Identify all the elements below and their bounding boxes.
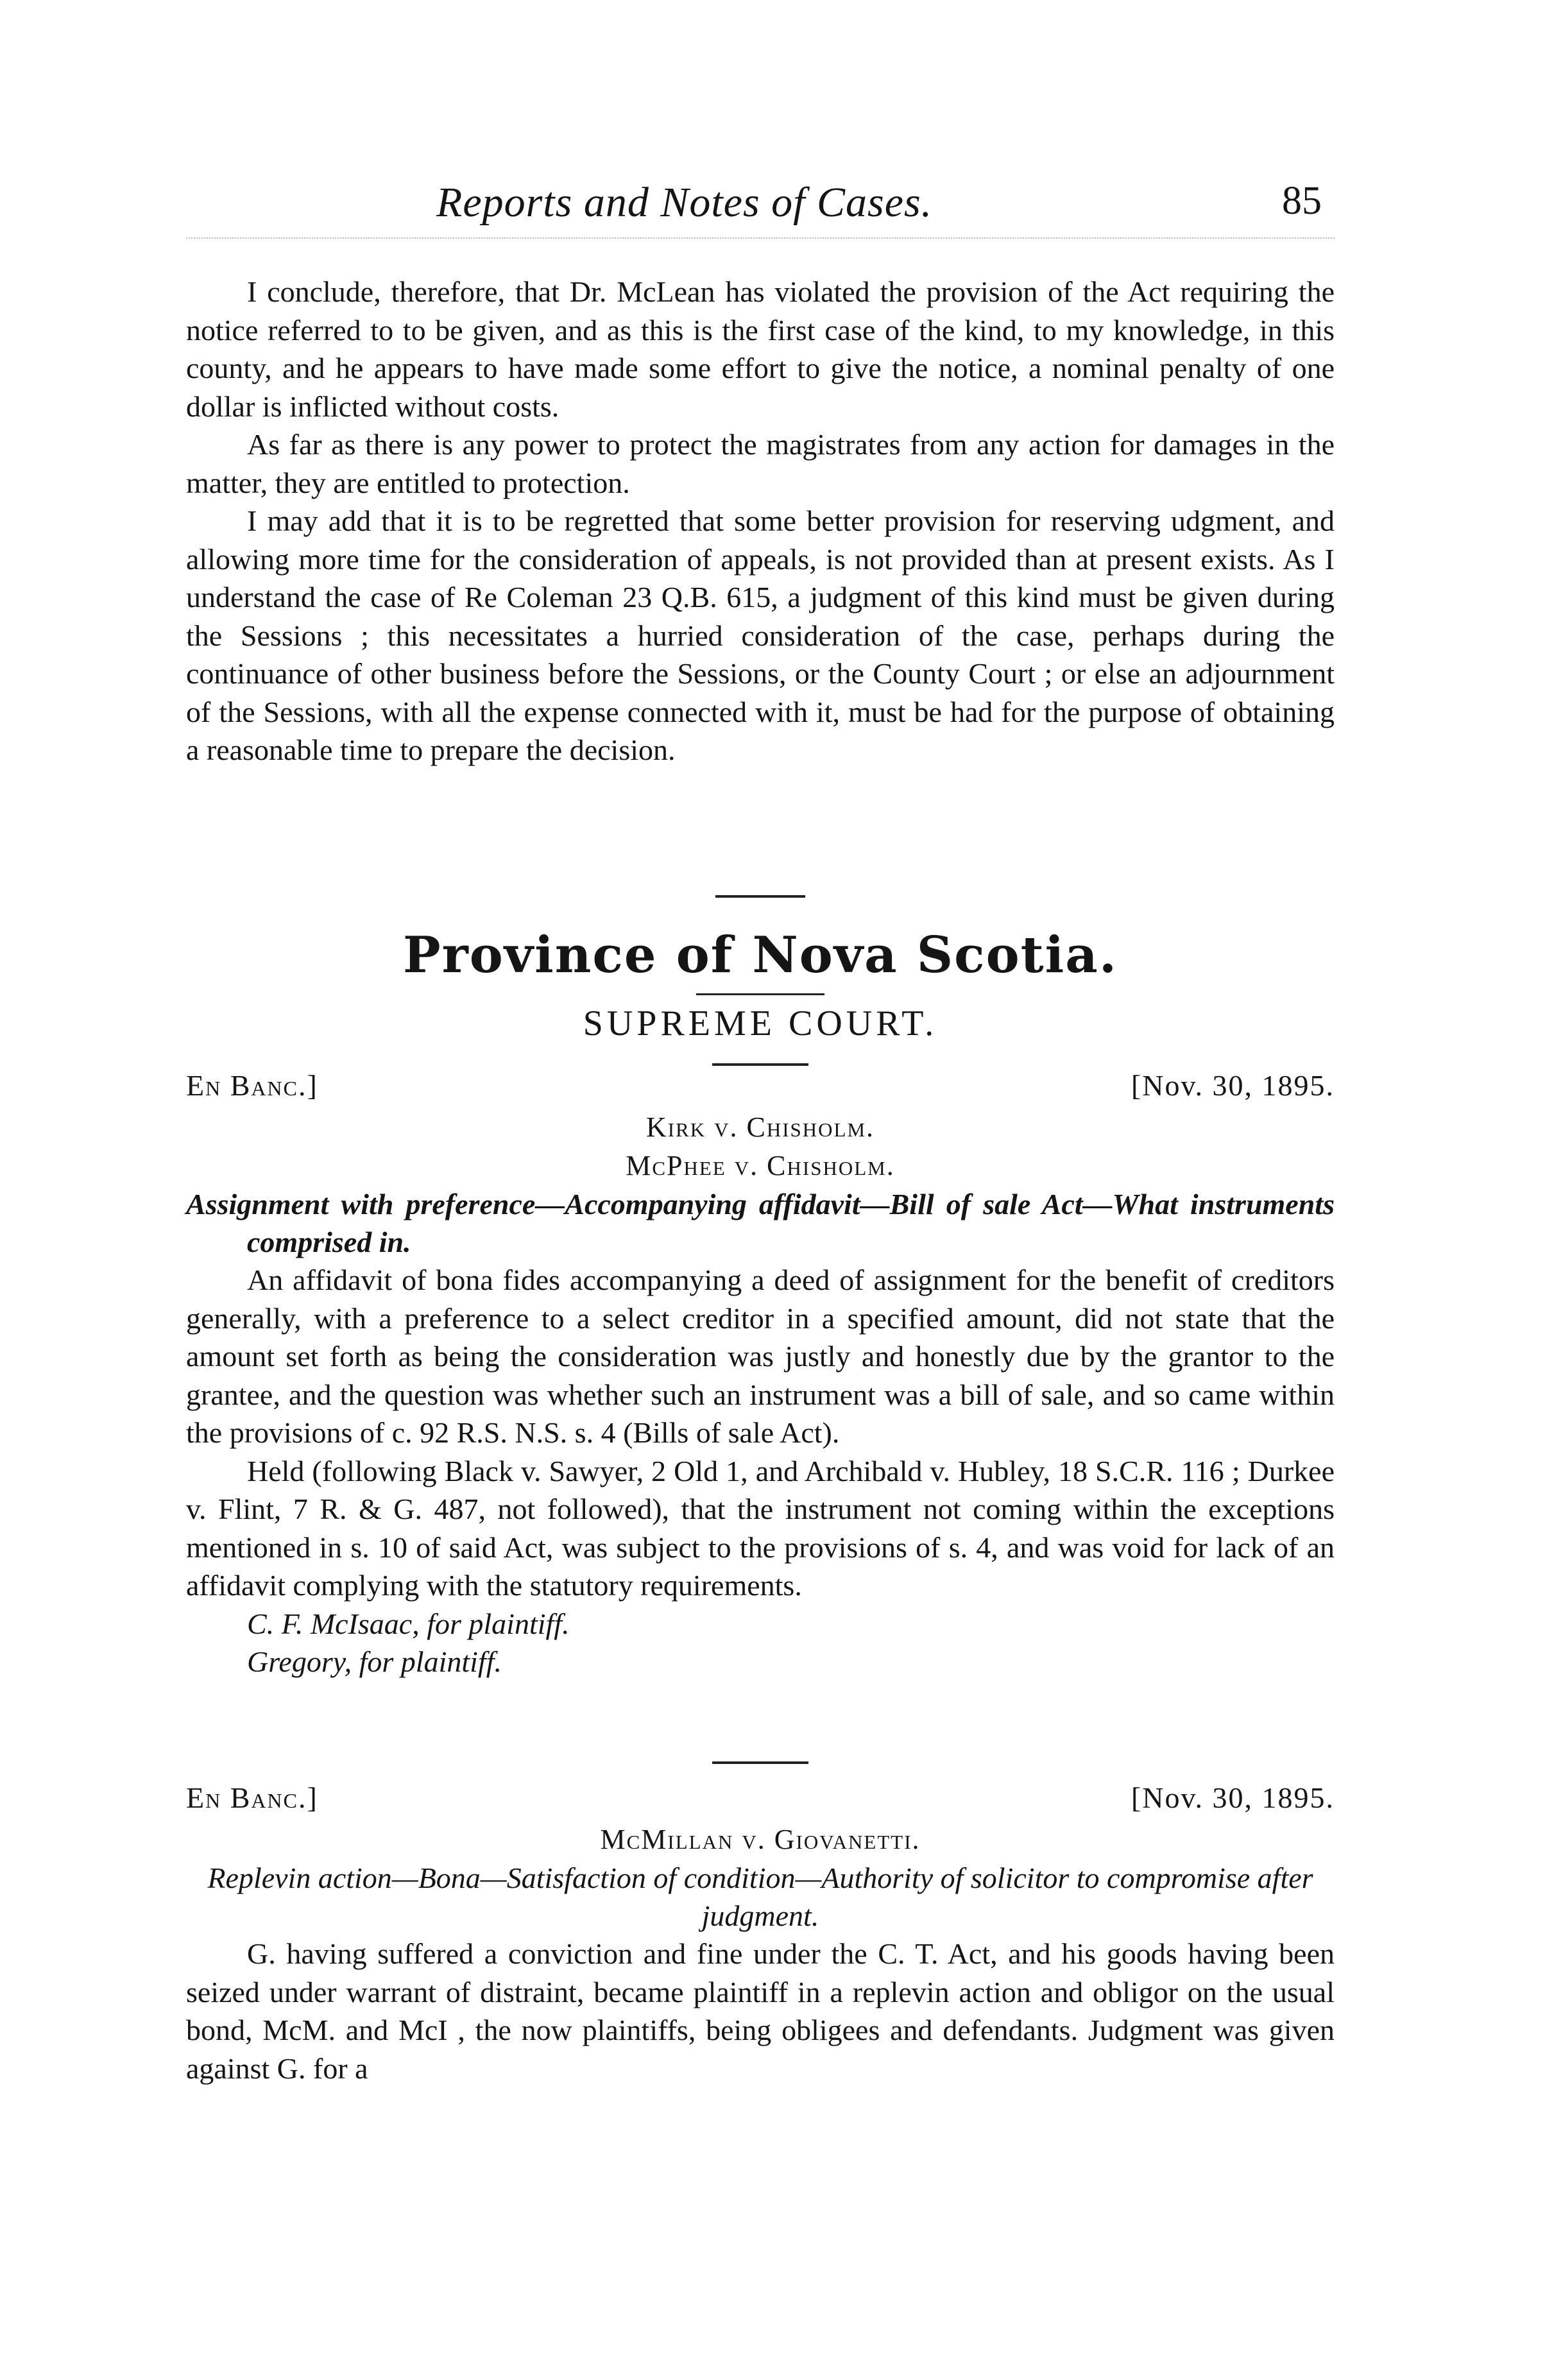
case-meta [186, 1781, 1335, 1820]
divider [712, 1761, 808, 1764]
opening-text [186, 273, 1335, 769]
case-date: [Nov. 30, 1895. [1131, 1781, 1335, 1814]
divider [712, 1063, 808, 1066]
paragraph: I may add that it is to be regretted that some better provision for reserving udgment, and allowing more time for the consideration of appeals, is not provided than at present exists. As I understand the case of Re Coleman 23 Q.B. 615, a judgment of this kind must be given during the Sessions ; this necessitates a hurried consideration of the case, perhaps during the continuance of other business before the Sessions, or the County Court ; or else an adjournment of the Sessions, with all the expense connected with it, must be had for the purpose of obtaining a reasonable time to prepare the decision. [186, 504, 1335, 766]
case-party: McPhee v. Chisholm. [626, 1150, 895, 1181]
case-kirk-chisholm [186, 1068, 1335, 1681]
case-meta [186, 1068, 1335, 1108]
case-date: [Nov. 30, 1895. [1131, 1069, 1335, 1102]
divider [715, 895, 805, 898]
running-head [186, 178, 1335, 243]
case-party: Kirk v. Chisholm. [645, 1111, 875, 1143]
paragraph: G. having suffered a conviction and fine under the C. T. Act, and his goods having been seized under warrant of distraint, became plaintiff in a replevin action and obligor on the usual bond, McM. and McI , the now plaintiffs, being obligees and defendants. Judgment was given against G. for a [186, 1937, 1335, 2085]
province-title: Province of Nova Scotia. [403, 926, 1118, 984]
court-title: SUPREME COURT. [583, 1004, 938, 1043]
case-party: McMillan v. Giovanetti. [600, 1824, 921, 1855]
counsel-line: Gregory, for plaintiff. [247, 1645, 502, 1678]
headnote: Replevin action—Bona—Satisfaction of condition—Authority of solicitor to compromise after judgment. [207, 1862, 1313, 1932]
paragraph: As far as there is any power to protect the magistrates from any action for damages in the matter, they are entitled to protection. [186, 428, 1335, 499]
paragraph: An affidavit of bona fides accompanying a deed of assignment for the benefit of creditors generally, with a preference to a select creditor in a specified amount, did not state that the amount set forth as being the consideration was justly and honestly due by the grantor to the grantee, and the question was whether such an instrument was a bill of sale, and so came within the provisions of c. 92 R.S. N.S. s. 4 (Bills of sale Act). [186, 1263, 1335, 1449]
paragraph: I conclude, therefore, that Dr. McLean has violated the provision of the Act requiring the notice referred to to be given, and as this is the first case of the kind, to my knowledge, in this county, and he appears to have made some effort to give the notice, a nominal penalty of one dollar is inflicted without costs. [186, 275, 1335, 423]
headnote: Assignment with preference—Accompanying affidavit—Bill of sale Act—What instruments comprised in. [186, 1188, 1335, 1258]
paragraph: Held (following Black v. Sawyer, 2 Old 1, and Archibald v. Hubley, 18 S.C.R. 116 ; Durkee v. Flint, 7 R. & G. 487, not followed), that the instrument not coming within the exceptions mentioned in s. 10 of said Act, was subject to the provisions of s. 4, and was void for lack of an affidavit complying with the statutory requirements. [186, 1454, 1335, 1602]
bench-label: En Banc.] [186, 1069, 318, 1102]
divider [696, 993, 824, 995]
page-number: 85 [1282, 179, 1322, 223]
section-heading [186, 895, 1335, 1066]
running-head-title: Reports and Notes of Cases. [436, 179, 933, 226]
counsel-line: C. F. McIsaac, for plaintiff. [247, 1607, 570, 1640]
bench-label: En Banc.] [186, 1781, 318, 1814]
case-mcmillan-giovanetti [186, 1761, 1335, 2087]
header-rule [186, 237, 1335, 239]
